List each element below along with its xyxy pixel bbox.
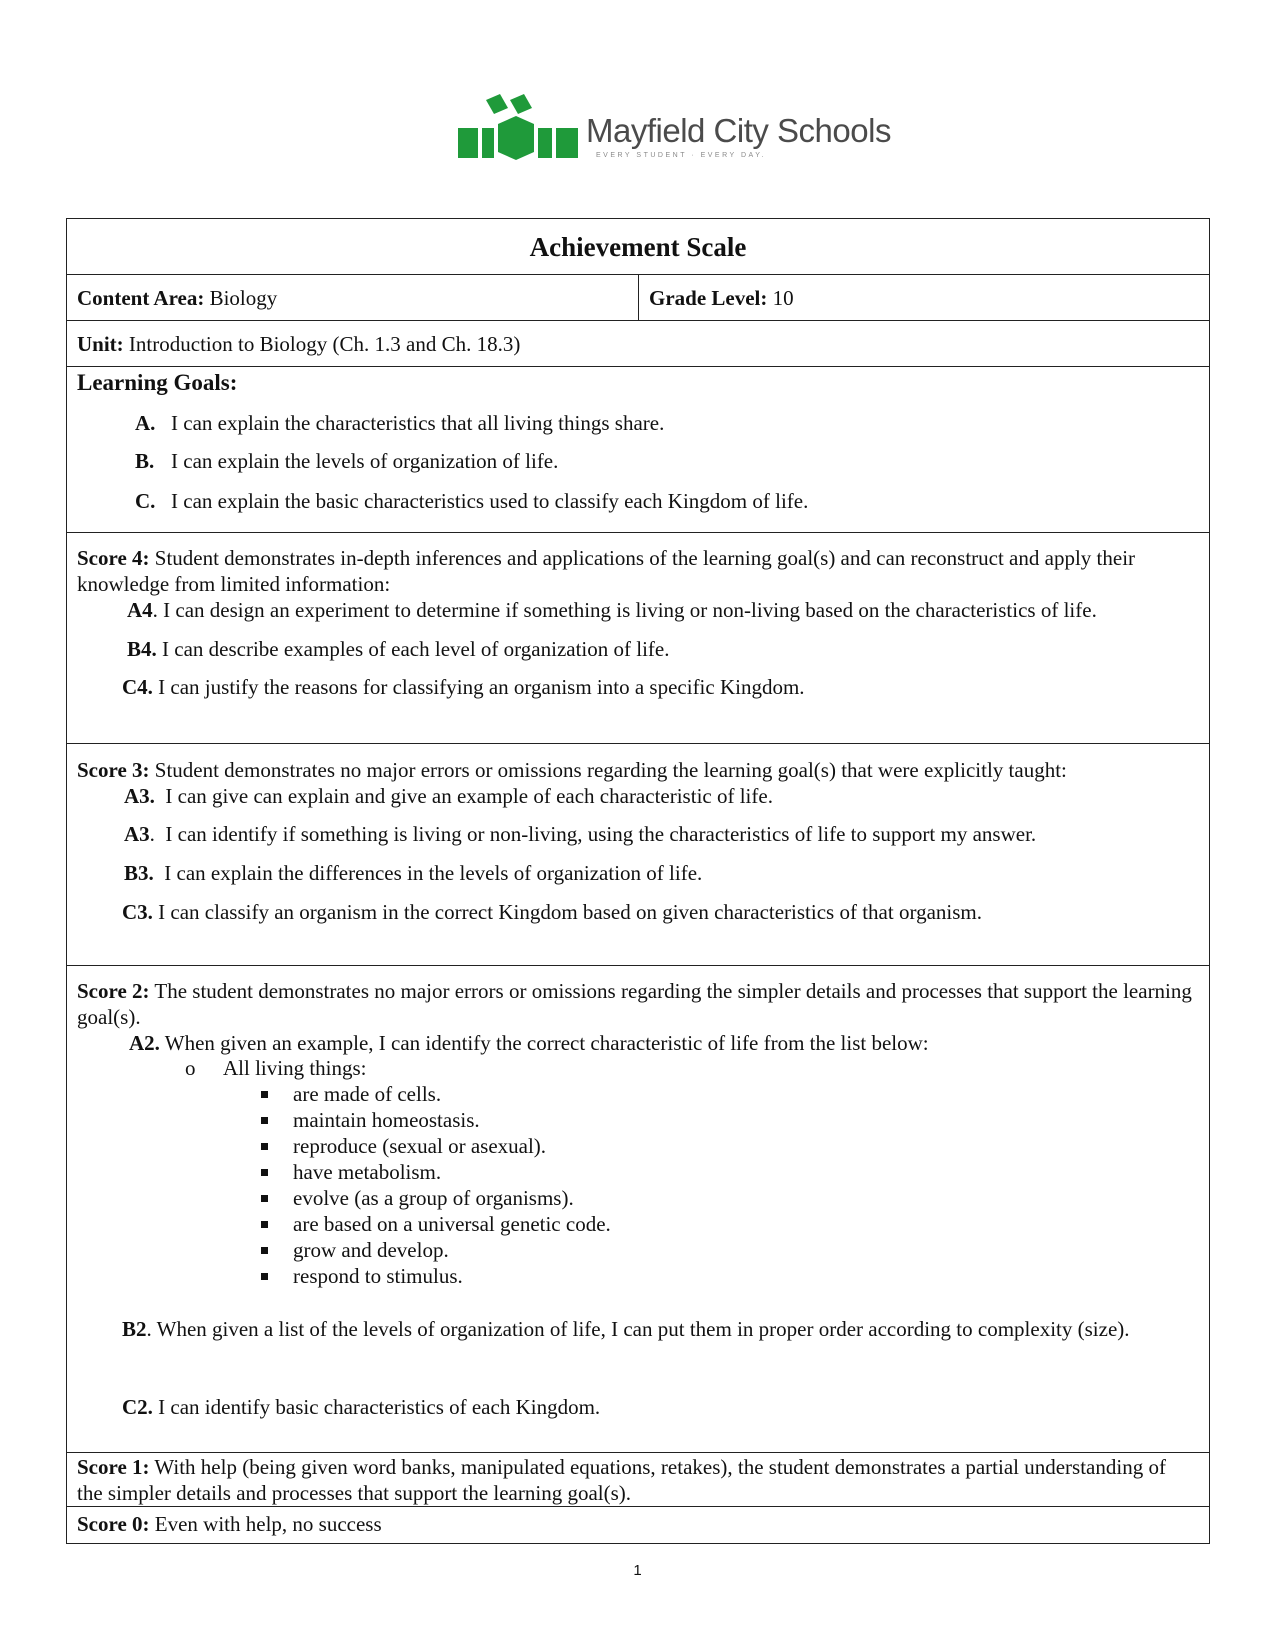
score-4-intro — [77, 545, 1195, 597]
title-row — [67, 219, 1209, 275]
list-item — [261, 1133, 546, 1159]
score-3-item-c3 — [122, 899, 982, 925]
score-3-label: Score 3: — [77, 758, 150, 782]
content-grade-row — [67, 275, 1209, 321]
list-item-text: maintain homeostasis. — [293, 1108, 480, 1132]
item-code: C4. — [122, 675, 153, 699]
learning-goals-heading: Learning Goals: — [77, 370, 238, 395]
square-bullet-icon — [261, 1143, 268, 1150]
score-3-row — [67, 744, 1209, 966]
score-1-row — [67, 1453, 1209, 1507]
square-bullet-icon — [261, 1117, 268, 1124]
score-0-description: Even with help, no success — [154, 1512, 382, 1536]
content-area-label: Content Area: — [77, 286, 205, 310]
score-2-row — [67, 966, 1209, 1453]
logo-cubes-icon — [458, 94, 586, 166]
item-code: B2 — [122, 1317, 147, 1341]
item-code: A3. — [124, 784, 155, 808]
list-item-text: are based on a universal genetic code. — [293, 1212, 611, 1236]
grade-level-label: Grade Level: — [649, 286, 768, 310]
score-2-description: The student demonstrates no major errors or omissions regarding the simpler details and processes that support the learning goal(s). — [77, 979, 1192, 1029]
square-bullet-icon — [261, 1195, 268, 1202]
sub-heading-text: All living things: — [223, 1056, 367, 1080]
list-item — [261, 1263, 463, 1289]
score-4-description: Student demonstrates in-depth inferences and applications of the learning goal(s) and can reconstruct and apply their knowledge from limited information: — [77, 546, 1136, 596]
score-3-item-b3 — [124, 860, 702, 886]
goal-text: I can explain the characteristics that all living things share. — [171, 411, 665, 435]
score-1-label: Score 1: — [77, 1455, 150, 1479]
square-bullet-icon — [261, 1273, 268, 1280]
list-item — [261, 1185, 574, 1211]
square-bullet-icon — [261, 1221, 268, 1228]
unit-row — [67, 321, 1209, 367]
item-text: I can explain the differences in the levels of organization of life. — [153, 861, 703, 885]
item-code: A2. — [129, 1031, 160, 1055]
logo-brand-text: Mayfield City Schools — [586, 112, 891, 149]
item-text: I can describe examples of each level of organization of life. — [156, 637, 670, 661]
goal-letter: A. — [135, 411, 156, 435]
learning-goal-b — [135, 449, 558, 474]
score-2-item-c2 — [122, 1394, 600, 1420]
list-item-text: grow and develop. — [293, 1238, 449, 1262]
item-text: . I can design an experiment to determine if something is living or non-living based on the characteristics of life. — [152, 598, 1097, 622]
score-4-label: Score 4: — [77, 546, 150, 570]
score-2-item-a2 — [129, 1030, 929, 1056]
item-code: C2. — [122, 1395, 153, 1419]
square-bullet-icon — [261, 1169, 268, 1176]
list-item — [261, 1211, 611, 1237]
content-area-cell — [67, 275, 639, 320]
score-3-intro — [77, 757, 1195, 783]
goal-text: I can explain the levels of organization of life. — [171, 449, 559, 473]
learning-goals-row — [67, 367, 1209, 533]
square-bullet-icon — [261, 1091, 268, 1098]
item-text: I can justify the reasons for classifying an organism into a specific Kingdom. — [152, 675, 805, 699]
score-1-description: With help (being given word banks, manipulated equations, retakes), the student demonstrates a partial understanding of the simpler details and processes that support the learning goal(s). — [77, 1455, 1166, 1505]
item-text: . I can identify if something is living or non-living, using the characteristics of life to support my answer. — [149, 822, 1037, 846]
hollow-bullet-icon: o — [185, 1056, 196, 1080]
page-title: Achievement Scale — [529, 232, 747, 262]
score-0-row — [67, 1507, 1209, 1543]
unit-value: Introduction to Biology (Ch. 1.3 and Ch. 18.3) — [128, 332, 521, 356]
square-bullet-icon — [261, 1247, 268, 1254]
item-code: B4. — [127, 637, 157, 661]
content-area-value: Biology — [209, 286, 278, 310]
list-item — [261, 1159, 441, 1185]
score-4-item-a4 — [127, 597, 1097, 623]
item-text: I can classify an organism in the correct Kingdom based on given characteristics of that organism. — [152, 900, 982, 924]
item-code: A4 — [127, 598, 153, 622]
living-things-subheading — [185, 1055, 367, 1081]
score-4-item-b4 — [127, 636, 669, 662]
list-item-text: reproduce (sexual or asexual). — [293, 1134, 547, 1158]
score-4-row — [67, 533, 1209, 744]
list-item — [261, 1081, 441, 1107]
page-number: 1 — [633, 1562, 642, 1579]
achievement-scale-table — [66, 218, 1210, 1544]
goal-letter: C. — [135, 489, 156, 513]
grade-level-cell — [639, 275, 804, 320]
item-text: . When given a list of the levels of organization of life, I can put them in proper order according to complexity (size). — [146, 1317, 1130, 1341]
score-1-intro — [77, 1454, 1195, 1506]
score-0-intro — [77, 1511, 1195, 1537]
item-code: C3. — [122, 900, 153, 924]
list-item-text: are made of cells. — [293, 1082, 442, 1106]
list-item-text: have metabolism. — [293, 1160, 442, 1184]
grade-level-value: 10 — [772, 286, 794, 310]
item-text: When given an example, I can identify the correct characteristic of life from the list below: — [159, 1031, 929, 1055]
score-3-item-a3 — [124, 783, 773, 809]
school-logo — [458, 94, 891, 166]
logo-tagline: EVERY STUDENT · EVERY DAY. — [596, 152, 766, 159]
list-item — [261, 1107, 480, 1133]
learning-goal-c — [135, 489, 808, 514]
learning-goal-a — [135, 411, 664, 436]
item-text: I can give can explain and give an example of each characteristic of life. — [154, 784, 773, 808]
score-3-item-a3-identify — [124, 821, 1036, 847]
score-2-intro — [77, 978, 1195, 1030]
item-code: A3 — [124, 822, 150, 846]
goal-letter: B. — [135, 449, 155, 473]
list-item — [261, 1237, 449, 1263]
score-4-item-c4 — [122, 674, 805, 700]
item-text: I can identify basic characteristics of each Kingdom. — [152, 1395, 601, 1419]
list-item-text: evolve (as a group of organisms). — [293, 1186, 574, 1210]
score-0-label: Score 0: — [77, 1512, 150, 1536]
score-3-description: Student demonstrates no major errors or omissions regarding the learning goal(s) that were explicitly taught: — [154, 758, 1067, 782]
list-item-text: respond to stimulus. — [293, 1264, 463, 1288]
item-code: B3. — [124, 861, 154, 885]
score-2-label: Score 2: — [77, 979, 150, 1003]
goal-text: I can explain the basic characteristics used to classify each Kingdom of life. — [171, 489, 809, 513]
score-2-item-b2 — [122, 1316, 1195, 1342]
unit-label: Unit: — [77, 332, 124, 356]
